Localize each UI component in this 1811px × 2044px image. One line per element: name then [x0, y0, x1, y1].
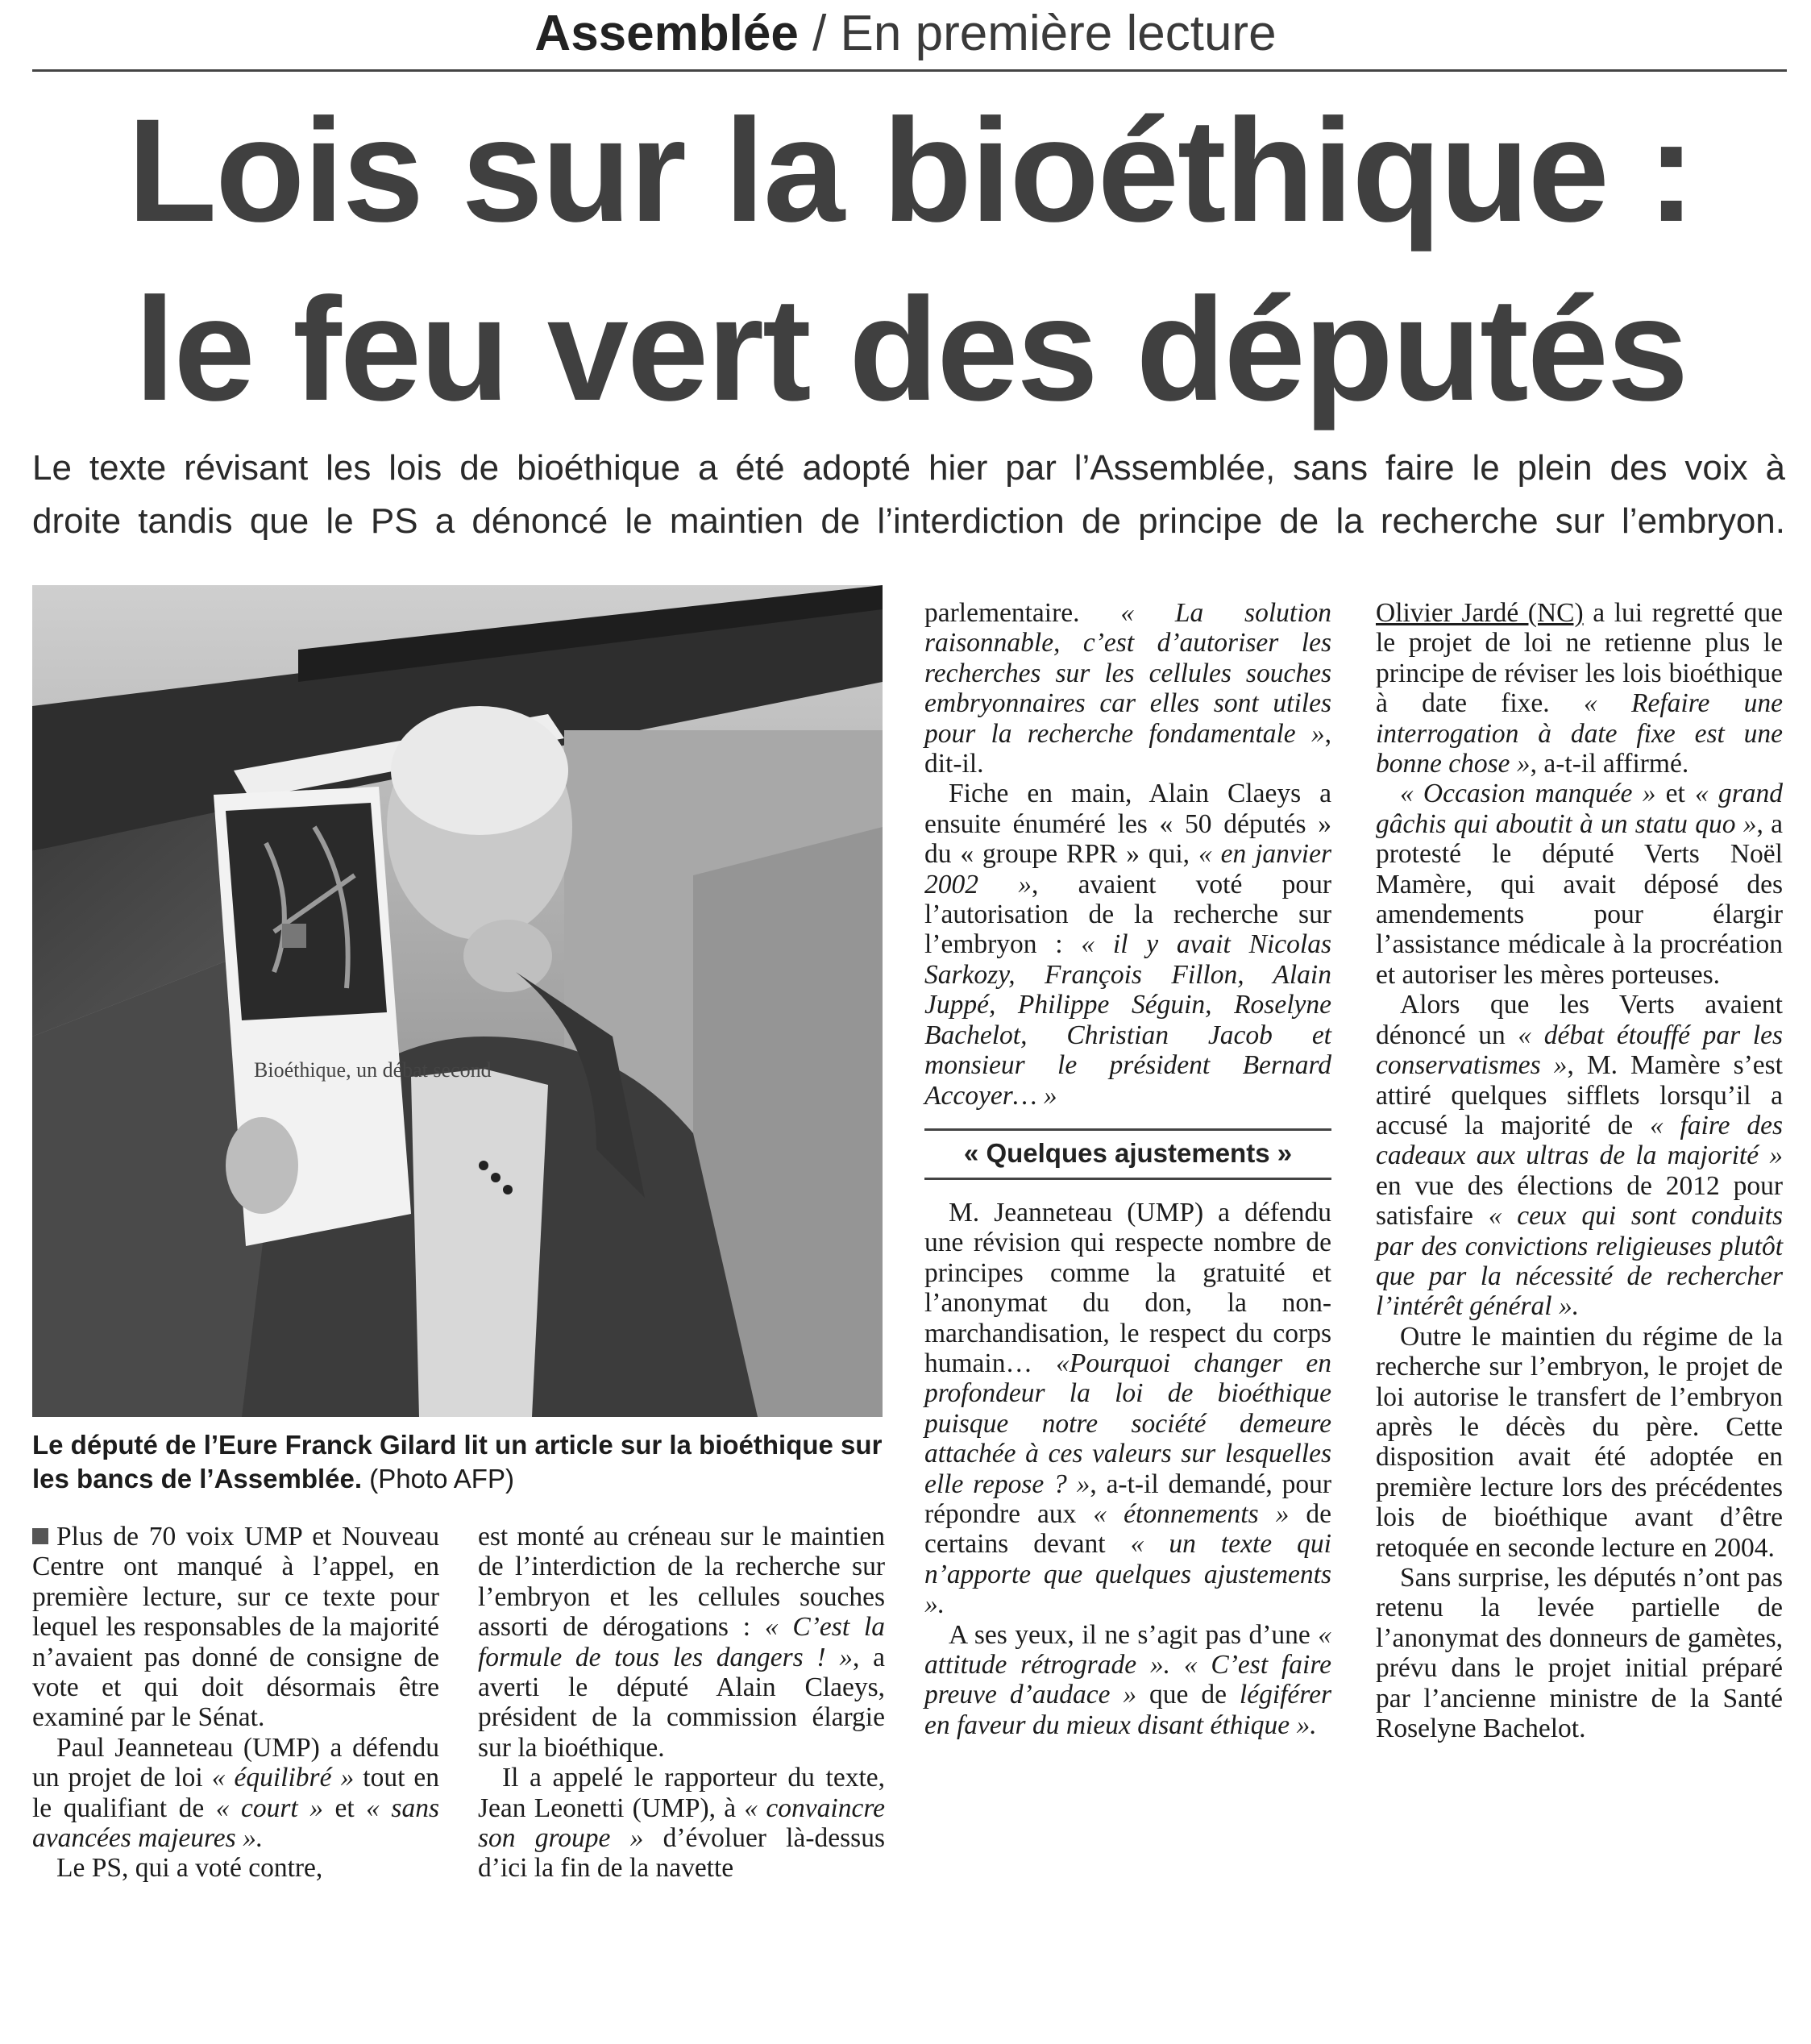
- caption-text: Le député de l’Eure Franck Gilard lit un article sur la bioéthique sur les bancs de l’Assemblée.: [32, 1430, 883, 1494]
- paragraph: parlementaire. « La solution raisonnable, c’est d’autoriser les recherches sur les cellules souches embryonnaires car elles sont utiles pour la recherche fondamentale », dit-il.: [924, 598, 1331, 779]
- standfirst-line-1: Le texte révisant les lois de bioéthique a été adopté hier par l’Assemblée, sans faire le plein des voix à: [32, 448, 1785, 488]
- standfirst: [32, 442, 1785, 548]
- paragraph: Olivier Jardé (NC) a lui regretté que le projet de loi ne retienne plus le principe de réviser les lois bioéthique à date fixe. « Refaire une interrogation à date fixe est une bonne chose », a-t-il affirmé.: [1376, 598, 1784, 779]
- underlined-name: Olivier Jardé (NC): [1376, 598, 1584, 628]
- paragraph: « Occasion manquée » et « grand gâchis qui aboutit à un statu quo », a protesté le député Verts Noël Mamère, qui avait déposé des amendements pour élargir l’assistance médicale à la procréation et autoriser les mères porteuses.: [1376, 779, 1783, 990]
- paragraph: Sans surprise, les députés n’ont pas retenu la levée partielle de l’anonymat des donneurs de gamètes, prévu dans le projet initial préparé par l’ancienne ministre de la Santé Roselyne Bachelot.: [1376, 1563, 1783, 1744]
- paragraph: est monté au créneau sur le maintien de l’interdiction de la recherche sur l’embryon et les cellules souches assorti de dérogations : « C’est la formule de tous les dangers ! », a averti le député Alain Claeys, président de la commission élargie sur la bioéthique.: [478, 1522, 885, 1763]
- article-column-2: [478, 1522, 885, 1884]
- paragraph: Paul Jeanneteau (UMP) a défendu un projet de loi « équilibré » tout en le qualifiant de « court » et « sans avancées majeures ».: [32, 1732, 440, 1854]
- section-name: Assemblée: [534, 6, 799, 61]
- paragraph: Outre le maintien du régime de la recherche sur l’embryon, le projet de loi autorise le transfert de l’embryon après le décès du père. Cette disposition avait été adoptée en première lecture lors des précédentes lois de bioéthique avant d’être retoquée en seconde lecture en 2004.: [1376, 1321, 1783, 1563]
- section-rubric: [0, 6, 1811, 61]
- article-column-3: [924, 598, 1331, 1740]
- standfirst-line-2: droite tandis que le PS a dénoncé le maintien de l’interdiction de principe de la recherche sur l’embryon.: [32, 501, 1785, 541]
- article-column-4: [1376, 598, 1783, 1743]
- photo-caption: [32, 1428, 887, 1496]
- header-rule: [32, 69, 1787, 72]
- photo-credit: (Photo AFP): [369, 1464, 514, 1494]
- lead-square-icon: [32, 1528, 48, 1544]
- paragraph: M. Jeanneteau (UMP) a défendu une révision qui respecte nombre de principes comme la gratuité et l’anonymat du don, la non-marchandisation, le respect du corps humain… «Pourquoi changer en profondeur la loi de bioéthique puisque notre société demeure attachée à ces valeurs sur lesquelles elle repose ? », a-t-il demandé, pour répondre aux « étonnements » de certains devant « un texte qui n’apporte que quelques ajustements ».: [924, 1197, 1331, 1620]
- article-column-1: [32, 1522, 439, 1884]
- paragraph: Il a appelé le rapporteur du texte, Jean Leonetti (UMP), à « convaincre son groupe » d’évoluer là-dessus d’ici la fin de la navette: [478, 1763, 885, 1884]
- headline-line-2: le feu vert des députés: [134, 267, 1688, 431]
- paragraph: Alors que les Verts avaient dénoncé un « débat étouffé par les conservatismes », M. Mamère s’est attiré quelques sifflets lorsqu’il a accusé la majorité de « faire des cadeaux aux ultras de la majorité » en vue des élections de 2012 pour satisfaire « ceux qui sont conduits par des convictions religieuses plutôt que par la nécessité de rechercher l’intérêt général ».: [1376, 990, 1784, 1322]
- rubric-separator: /: [798, 6, 841, 61]
- deputy-reading-illustration: [32, 585, 883, 1417]
- paragraph: Plus de 70 voix UMP et Nouveau Centre ont manqué à l’appel, en première lecture, sur ce texte pour lequel les responsables de la majorité n’avaient pas donné de consigne de vote et qui doit désormais être examiné par le Sénat.: [32, 1522, 439, 1733]
- paragraph: A ses yeux, il ne s’agit pas d’une « attitude rétrograde ». « C’est faire preuve d’audace » que de légiférer en faveur du mieux disant éthique ».: [924, 1619, 1331, 1740]
- paragraph: Fiche en main, Alain Claeys a ensuite énuméré les « 50 députés » du « groupe RPR » qui, « en janvier 2002 », avaient voté pour l’autorisation de la recherche sur l’embryon : « il y avait Nicolas Sarkozy, François Fillon, Alain Juppé, Philippe Séguin, Roselyne Bachelot, Christian Jacob et monsieur le président Bernard Accoyer… »: [924, 779, 1331, 1111]
- intertitle: « Quelques ajustements »: [924, 1128, 1331, 1180]
- magazine-cover-text: Bioéthique, un débat second: [254, 1058, 492, 1082]
- paragraph: Le PS, qui a voté contre,: [56, 1853, 323, 1884]
- headline-line-1: Lois sur la bioéthique :: [127, 88, 1695, 252]
- news-photo: [32, 585, 883, 1417]
- subsection-name: En première lecture: [840, 6, 1277, 61]
- headline: [32, 81, 1789, 438]
